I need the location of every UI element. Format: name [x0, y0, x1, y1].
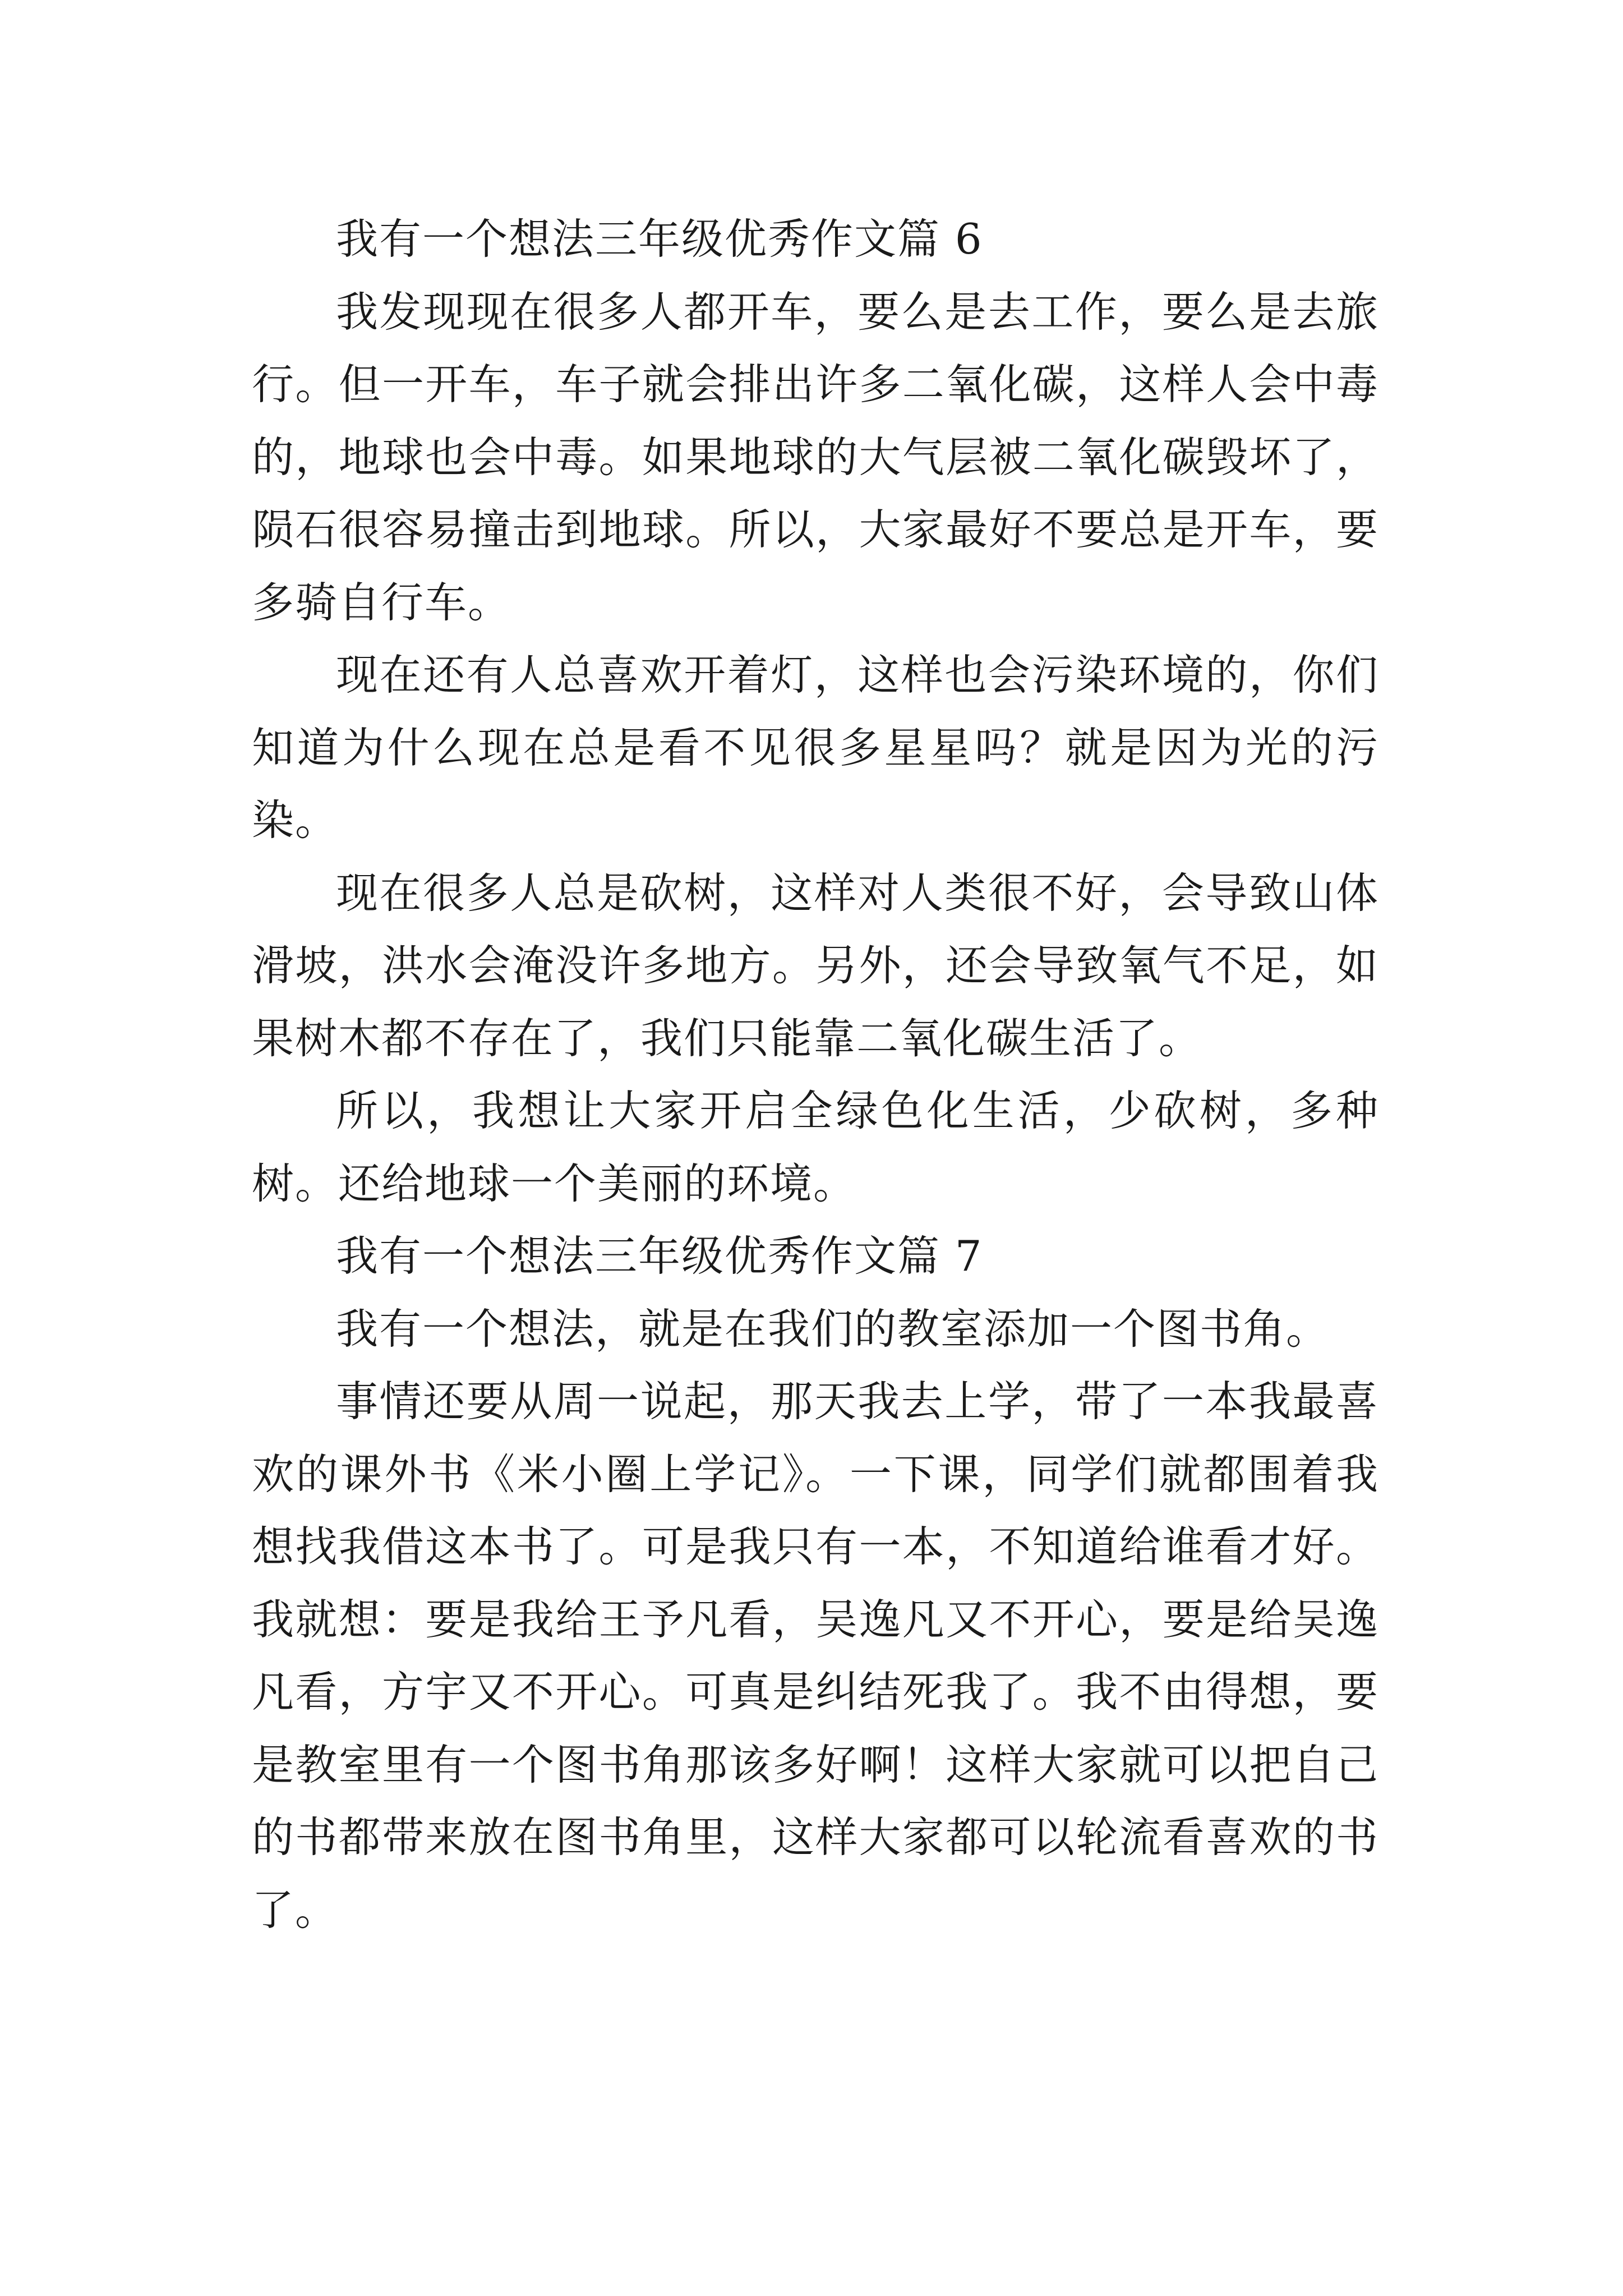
- document-body: [252, 203, 1379, 1947]
- essay-heading-7: 我有一个想法三年级优秀作文篇 7: [336, 1231, 983, 1281]
- essay-heading-6: 我有一个想法三年级优秀作文篇 6: [336, 214, 983, 264]
- essay-7-paragraph-1: 我有一个想法，就是在我们的教室添加一个图书角。: [336, 1304, 1330, 1354]
- essay-6-paragraph-1: 我发现现在很多人都开车，要么是去工作，要么是去旅行。但一开车，车子就会排出许多二氧化碳，这样人会中毒的，地球也会中毒。如果地球的大气层被二氧化碳毁坏了，陨石很容易撞击到地球。所以，大家最好不要总是开车，要多骑自行车。: [252, 287, 1379, 627]
- essay-6-paragraph-4: 所以，我想让大家开启全绿色化生活，少砍树，多种树。还给地球一个美丽的环境。: [252, 1086, 1379, 1208]
- essay-7-paragraph-2: 事情还要从周一说起，那天我去上学，带了一本我最喜欢的课外书《米小圈上学记》。一下课，同学们就都围着我想找我借这本书了。可是我只有一本，不知道给谁看才好。我就想：要是我给王予凡看，吴逸凡又不开心，要是给吴逸凡看，方宇又不开心。可真是纠结死我了。我不由得想，要是教室里有一个图书角那该多好啊！这样大家就可以把自己的书都带来放在图书角里，这样大家都可以轮流看喜欢的书了。: [252, 1377, 1379, 1935]
- essay-6-paragraph-3: 现在很多人总是砍树，这样对人类很不好，会导致山体滑坡，洪水会淹没许多地方。另外，还会导致氧气不足，如果树木都不存在了，我们只能靠二氧化碳生活了。: [252, 868, 1379, 1063]
- essay-6-paragraph-2: 现在还有人总喜欢开着灯，这样也会污染环境的，你们知道为什么现在总是看不见很多星星吗？就是因为光的污染。: [252, 650, 1379, 845]
